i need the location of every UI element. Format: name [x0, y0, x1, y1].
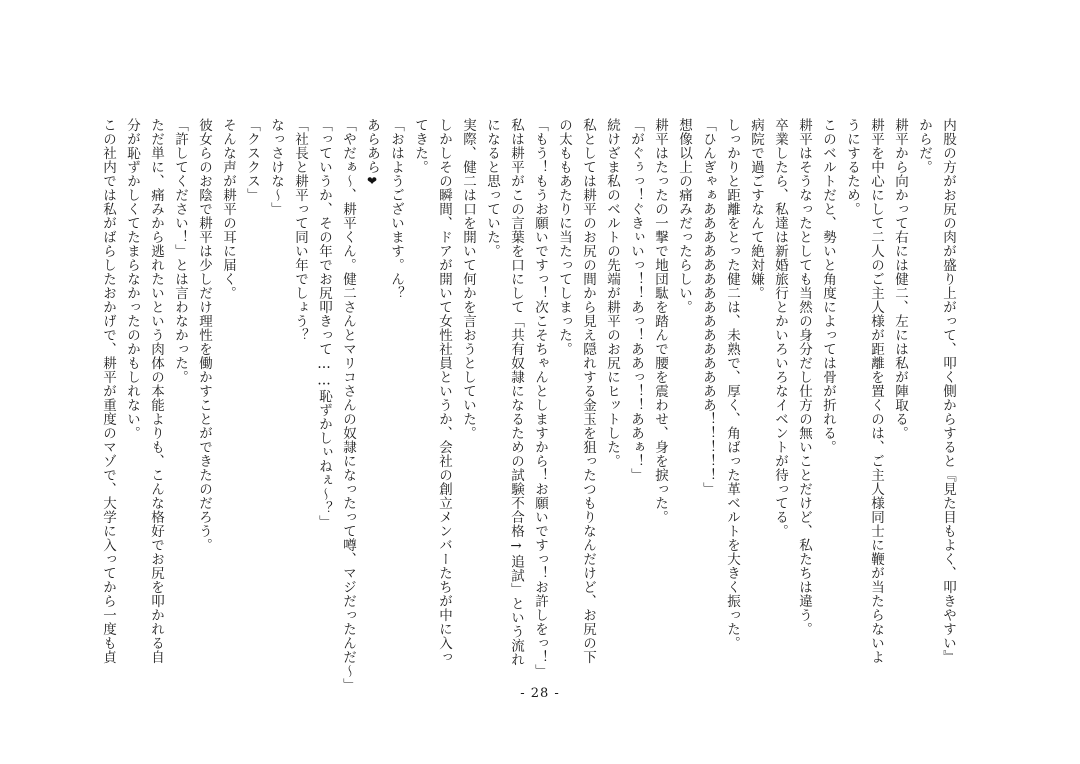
- text-line-with-heart: [360, 118, 384, 664]
- text-line: 耕平はそうなったとしても当然の身分だし仕方の無いことだけど、私たちは違う。: [796, 118, 812, 636]
- text-line: 続けざま私のベルトの先端が耕平のお尻にヒットした。: [604, 118, 620, 468]
- text-line: このベルトだと、勢いと角度によっては骨が折れる。: [820, 118, 836, 454]
- text-line: 「おはようございます。ん？: [388, 118, 404, 300]
- text-line: なっさけな～」: [268, 118, 284, 216]
- text-line: 私としては耕平のお尻の間から見え隠れする金玉を狙ったつもりなんだけど、お尻の下: [580, 118, 596, 664]
- text-line: 「許してください！」とは言わなかった。: [172, 118, 188, 384]
- text-line: 「社長と耕平って同い年でしょう？: [292, 118, 308, 342]
- text-line: 私は耕平がこの言葉を口にして「共有奴隷になるための試験不合格→追試」という流れ: [508, 118, 524, 667]
- text-line: 耕平から向かって右には健二、左には私が陣取る。: [892, 118, 908, 440]
- heart-icon: ❤: [365, 174, 379, 189]
- vertical-text-body: [100, 118, 960, 692]
- text-line: 「やだぁ～、耕平くん。健二さんとマリコさんの奴隷になったって噂、マジだったんだ～」: [340, 118, 356, 692]
- text-line: 彼女らのお陰で耕平は少しだけ理性を働かすことができたのだろう。: [196, 118, 212, 552]
- text-line: 「もう！もうお願いですっ！次こそちゃんとしますから！お願いですっ！お許しをっ！」: [532, 118, 548, 678]
- text-line: 実際、健二は口を開いて何かを言おうとしていた。: [460, 118, 476, 440]
- text-line: てきた。: [412, 118, 428, 174]
- text-line: しっかりと距離をとった健二は、未熟で、厚く、角ばった革ベルトを大きく振った。: [724, 118, 740, 650]
- text-line: 耕平を中心にして二人のご主人様が距離を置くのは、ご主人様同士に鞭が当たらないよ: [868, 118, 884, 664]
- text-line-content: あらあら: [364, 118, 380, 174]
- text-line: からだ。: [916, 118, 932, 174]
- text-line: の太ももあたりに当たってしまった。: [556, 118, 572, 356]
- text-line: しかしその瞬間、ドアが開いて女性社員というか、会社の創立メンバーたちが中に入っ: [436, 118, 452, 664]
- text-line: この社内では私がばらしたおかげで、耕平が重度のマゾで、大学に入ってから一度も貞: [100, 118, 116, 664]
- text-line: 「がぐぅっ！ぐきぃいっ！！あっ！ああっ！！ああぁ！」: [628, 118, 644, 482]
- text-line: 卒業したら、私達は新婚旅行とかいろいろなイベントが待ってる。: [772, 118, 788, 538]
- text-line: 内股の方がお尻の肉が盛り上がって、叩く側からすると『見た目もよく、叩きやすい』: [940, 118, 956, 664]
- text-line: 想像以上の痛みだったらしい。: [676, 118, 692, 314]
- text-line: 耕平はたったの一撃で地団駄を踏んで腰を震わせ、身を捩った。: [652, 118, 668, 524]
- text-line: うにするため。: [844, 118, 860, 216]
- text-line: そんな声が耕平の耳に届く。: [220, 118, 236, 300]
- text-line: ただ単に、痛みから逃れたいという肉体の本能よりも、こんな格好でお尻を叩かれる自: [148, 118, 164, 664]
- text-line: になると思っていた。: [484, 118, 500, 258]
- page-number: - 28 -: [520, 686, 560, 701]
- text-line: 「ひんぎゃぁあああああああああああああああ！！！！！」: [700, 118, 716, 496]
- text-line: 分が恥ずかしくてたまらなかったのかもしれない。: [124, 118, 140, 440]
- text-line: 病院で過ごすなんて絶対嫌。: [748, 118, 764, 300]
- text-line: 「っていうか、その年でお尻叩きって……恥ずかしぃねぇ～？」: [316, 118, 332, 529]
- text-line: 「クスクス」: [244, 118, 260, 202]
